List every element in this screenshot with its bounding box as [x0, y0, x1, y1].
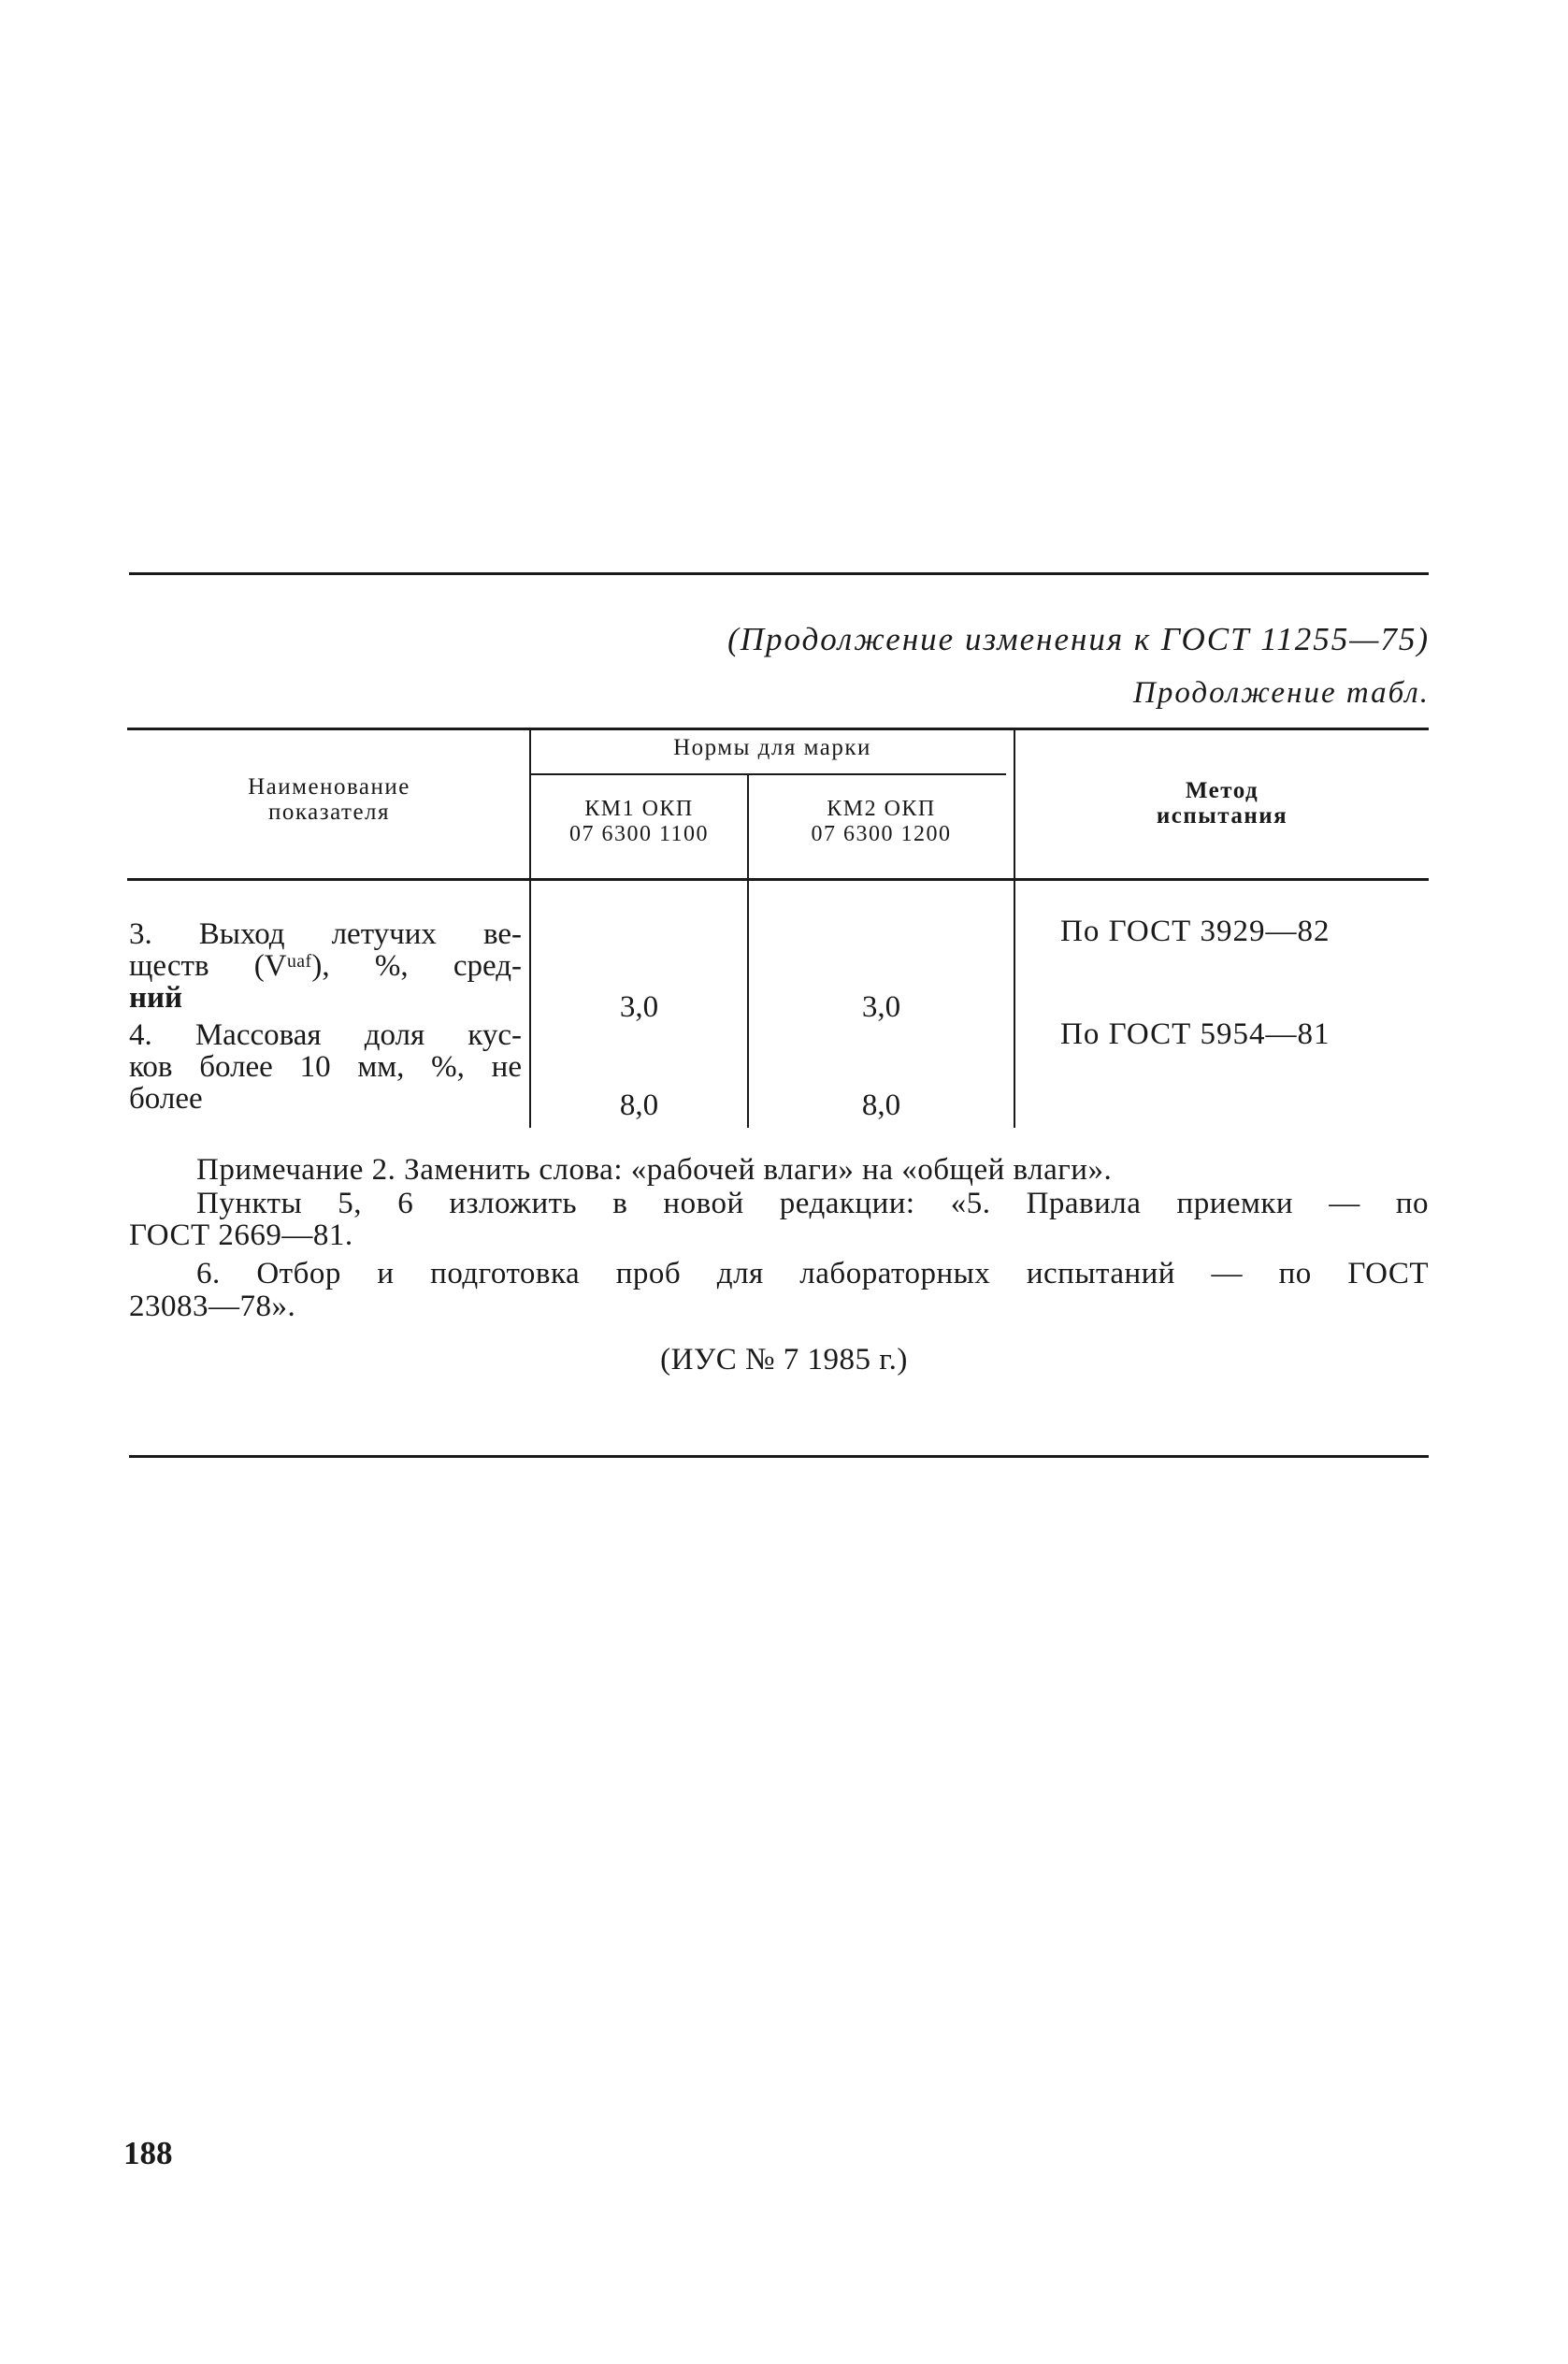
- table-cell-km2: 8,0: [861, 1088, 901, 1122]
- table-row-label: 4. Массовая доля кус- ков более 10 мм, %, не более: [129, 1018, 522, 1116]
- note-item-6-cont: 23083—78».: [129, 1290, 296, 1323]
- header-indicator-name: Наименование показателя: [248, 774, 410, 825]
- continuation-header: (Продолжение изменения к ГОСТ 11255—75): [727, 621, 1430, 657]
- note-replace-words: Примечание 2. Заменить слова: «рабочей влаги» на «общей влаги».: [196, 1153, 1113, 1187]
- table-cell-km1: 8,0: [619, 1088, 659, 1122]
- table-top-border: [127, 728, 1429, 730]
- header-test-method: Метод испытания: [1156, 778, 1288, 829]
- table-cell-method: По ГОСТ 3929—82: [1060, 915, 1331, 948]
- note-items-5-6-cont: ГОСТ 2669—81.: [129, 1218, 353, 1252]
- norms-subheader-line: [531, 773, 1006, 775]
- header-km1: КМ1 ОКП 07 6300 1100: [568, 797, 710, 846]
- top-rule: [129, 572, 1429, 575]
- table-cell-km1: 3,0: [619, 990, 659, 1024]
- table-continuation-label: Продолжение табл.: [1133, 676, 1430, 710]
- page-number: 188: [123, 2135, 173, 2171]
- source-reference: (ИУС № 7 1985 г.): [660, 1343, 908, 1377]
- note-item-6: 6. Отбор и подготовка проб для лабораторных испытаний — по ГОСТ: [196, 1257, 1429, 1290]
- header-km2: КМ2 ОКП 07 6300 1200: [811, 797, 952, 846]
- table-header-border: [127, 878, 1429, 881]
- note-items-5-6: Пункты 5, 6 изложить в новой редакции: «5. Правила приемки — по: [196, 1187, 1429, 1220]
- table-cell-km2: 3,0: [861, 990, 901, 1024]
- column-divider: [529, 728, 531, 1128]
- bottom-rule: [129, 1455, 1429, 1458]
- table-row-label: 3. Выход летучих ве- ществ (Vᵘᵃᶠ), %, сред- ний: [129, 917, 522, 1015]
- table-cell-method: По ГОСТ 5954—81: [1060, 1017, 1331, 1051]
- header-norms: Нормы для марки: [673, 735, 871, 760]
